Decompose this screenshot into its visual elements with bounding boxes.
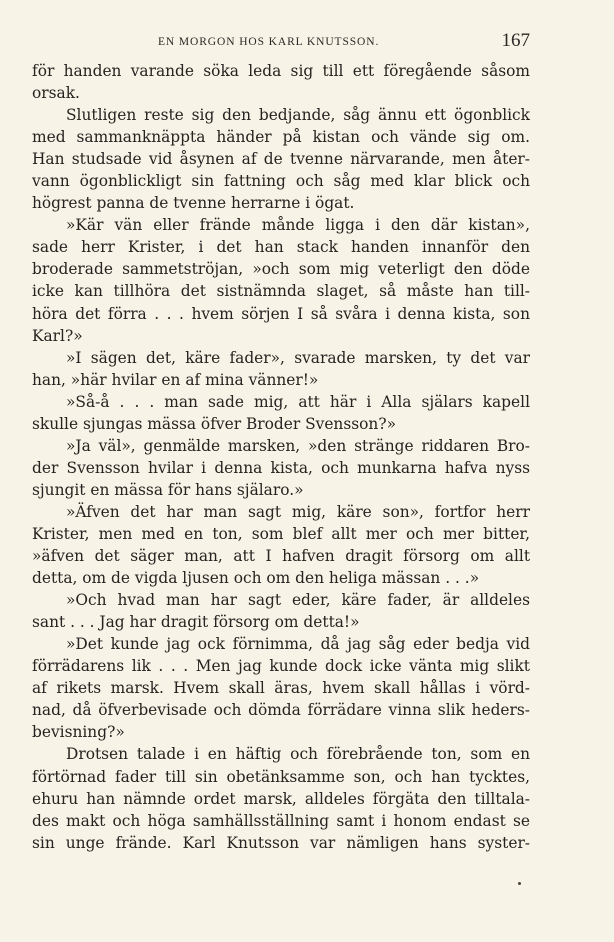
print-speck bbox=[518, 882, 521, 885]
text-line: af rikets marsk. Hvem skall äras, hvem skall hållas i vörd- bbox=[32, 679, 530, 698]
text-line: Han studsade vid åsynen af de tvenne närvarande, men åter- bbox=[32, 150, 530, 169]
text-line: höra det förra . . . hvem sörjen I så svåra i denna kista, son bbox=[32, 304, 530, 323]
text-line: för handen varande söka leda sig till ett föregående såsom bbox=[32, 62, 530, 80]
text-line: der Svensson hvilar i denna kista, och munkarna hafva nyss bbox=[32, 458, 530, 477]
text-line: han, »här hvilar en af mina vänner!» bbox=[32, 370, 319, 389]
text-line: sin unge frände. Karl Knutsson var nämligen hans syster- bbox=[32, 833, 530, 852]
running-title: EN MORGON HOS KARL KNUTSSON. bbox=[158, 36, 380, 48]
text-line: sant . . . Jag har dragit försorg om detta!» bbox=[32, 613, 360, 632]
body-text bbox=[32, 60, 530, 854]
text-line: »I sägen det, käre fader», svarade marsken, ty det var bbox=[66, 348, 530, 367]
text-line: bevisning?» bbox=[32, 723, 125, 742]
text-line: »äfven det säger man, att I hafven dragit försorg om allt bbox=[32, 547, 530, 566]
text-line: nad, då öfverbevisade och dömda förrädare vinna slik heders- bbox=[32, 701, 530, 720]
text-line: des makt och höga samhällsställning samt i honom endast se bbox=[32, 811, 530, 830]
text-line: broderade sammetströjan, »och som mig veterligt den döde bbox=[32, 260, 530, 279]
text-line: skulle sjungas mässa öfver Broder Svensson?» bbox=[32, 414, 396, 433]
text-line: »Så-å . . . man sade mig, att här i Alla själars kapell bbox=[66, 392, 530, 411]
text-line: högrest panna de tvenne herrarne i ögat. bbox=[32, 194, 355, 213]
text-line: »Det kunde jag ock förnimma, då jag såg eder bedja vid bbox=[66, 635, 530, 654]
text-line: Drotsen talade i en häftig och förebrående ton, som en bbox=[66, 745, 530, 764]
text-line: vann ögonblickligt sin fattning och såg med klar blick och bbox=[32, 172, 530, 191]
text-line: Krister, men med en ton, som blef allt mer och mer bitter, bbox=[32, 524, 530, 543]
text-line: »Ja väl», genmälde marsken, »den stränge riddaren Bro- bbox=[66, 436, 530, 455]
page-header bbox=[32, 30, 530, 54]
text-line: förrädarens lik . . . Men jag kunde dock icke vänta mig slikt bbox=[32, 657, 530, 676]
text-line: detta, om de vigda ljusen och om den heliga mässan . . .» bbox=[32, 569, 480, 588]
text-line: icke kan tillhöra det sistnämnda slaget, så måste han till- bbox=[32, 282, 530, 301]
text-line: orsak. bbox=[32, 84, 80, 103]
text-line: »Kär vän eller frände månde ligga i den där kistan», bbox=[66, 216, 530, 235]
text-line: ehuru han nämnde ordet marsk, alldeles förgäta den tilltala- bbox=[32, 789, 530, 808]
text-line: Slutligen reste sig den bedjande, såg ännu ett ögonblick bbox=[66, 106, 530, 125]
text-line: Karl?» bbox=[32, 326, 83, 345]
text-line: sade herr Krister, i det han stack handen innanför den bbox=[32, 238, 530, 257]
text-line: »Äfven det har man sagt mig, käre son», fortfor herr bbox=[66, 502, 530, 521]
text-line: »Och hvad man har sagt eder, käre fader, är alldeles bbox=[66, 591, 530, 610]
page-number: 167 bbox=[501, 30, 530, 51]
text-line: med sammanknäppta händer på kistan och vände sig om. bbox=[32, 128, 530, 147]
text-line: förtörnad fader till sin obetänksamme son, och han tycktes, bbox=[32, 767, 530, 786]
text-line: sjungit en mässa för hans själaro.» bbox=[32, 480, 304, 499]
